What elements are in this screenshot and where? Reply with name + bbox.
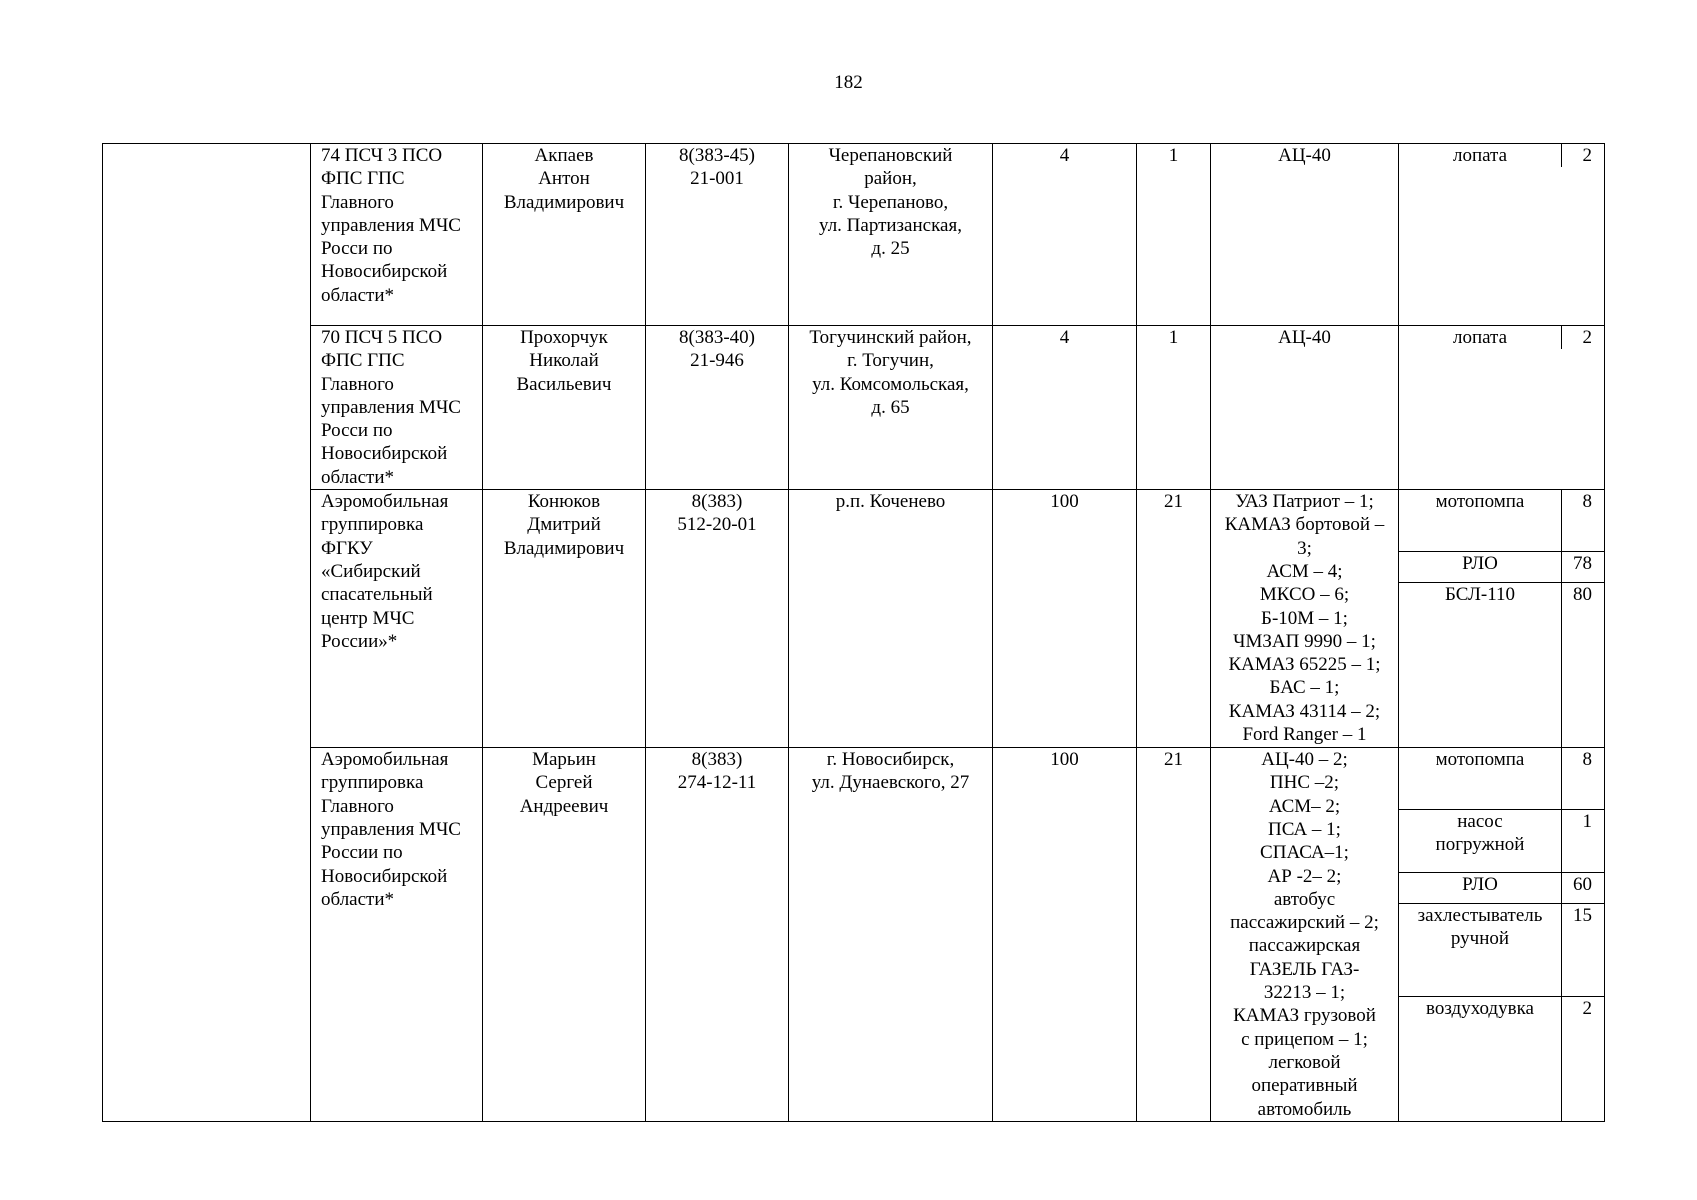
equipment-list	[1399, 748, 1604, 1121]
units-count-cell	[1137, 326, 1211, 490]
address-cell-text: г. Новосибирск, ул. Дунаевского, 27	[811, 749, 970, 794]
phone-cell-text: 8(383) 512-20-01	[677, 491, 757, 536]
units-count-cell	[1137, 144, 1211, 326]
equipment-cell	[1399, 748, 1605, 1122]
equipment-name: насос погружной	[1399, 810, 1562, 872]
organization-cell	[311, 490, 483, 748]
address-cell-text: р.п. Коченево	[835, 491, 946, 513]
table-row	[103, 748, 1605, 1122]
vehicles-cell-text: УАЗ Патриот – 1; КАМАЗ бортовой – 3; АСМ – 4; МКСО – 6; Б-10М – 1; ЧМЗАП 9990 – 1; КАМАЗ 65225 – 1; БАС – 1; КАМАЗ 43114 – 2; Ford Ranger – 1	[1224, 491, 1385, 746]
organization-cell-text: Аэромобильная группировка ФГКУ «Сибирский спасательный центр МЧС России»*	[321, 491, 449, 652]
units-count-cell	[1137, 748, 1211, 1122]
equipment-item	[1399, 903, 1604, 996]
equipment-item	[1399, 490, 1604, 551]
vehicles-cell	[1211, 748, 1399, 1122]
personnel-count-cell	[993, 326, 1137, 490]
organization-cell	[311, 144, 483, 326]
equipment-name: мотопомпа	[1399, 490, 1562, 551]
vehicles-cell	[1211, 326, 1399, 490]
page-number: 182	[834, 72, 863, 93]
personnel-count-cell	[993, 748, 1137, 1122]
head-name-cell-text: Прохорчук Николай Васильевич	[516, 327, 612, 395]
units-count-cell-text: 1	[1168, 327, 1179, 348]
organization-cell	[311, 748, 483, 1122]
equipment-item	[1399, 551, 1604, 582]
organization-cell-text: Аэромобильная группировка Главного управления МЧС России по Новосибирской области*	[321, 749, 461, 910]
head-name-cell	[483, 326, 646, 490]
equipment-name: БСЛ-110	[1399, 583, 1562, 747]
address-cell	[789, 748, 993, 1122]
phone-cell	[646, 144, 789, 326]
equipment-quantity: 8	[1582, 749, 1592, 771]
units-count-cell-text: 1	[1168, 145, 1179, 166]
personnel-count-cell-text: 4	[1059, 145, 1070, 166]
address-cell	[789, 490, 993, 748]
equipment-name: воздуходувка	[1399, 997, 1562, 1121]
vehicles-cell	[1211, 144, 1399, 326]
organization-cell-text: 74 ПСЧ 3 ПСО ФПС ГПС Главного управления МЧС Росси по Новосибирской области*	[321, 145, 461, 306]
equipment-cell	[1399, 490, 1605, 748]
units-count-cell-text: 21	[1164, 749, 1183, 771]
equipment-item	[1399, 996, 1604, 1121]
personnel-count-cell-text: 100	[1050, 749, 1079, 771]
equipment-item	[1399, 809, 1604, 872]
address-cell	[789, 144, 993, 326]
equipment-name: захлестыватель ручной	[1399, 904, 1562, 996]
head-name-cell	[483, 144, 646, 326]
address-cell-text: Тогучинский район, г. Тогучин, ул. Комсомольская, д. 65	[809, 327, 972, 418]
head-name-cell	[483, 490, 646, 748]
personnel-count-cell-text: 4	[1059, 327, 1070, 348]
address-cell	[789, 326, 993, 490]
resources-table	[102, 143, 1605, 1122]
table-row	[103, 144, 1605, 326]
address-cell-text: Черепановский район, г. Черепаново, ул. Партизанская, д. 25	[819, 145, 962, 260]
equipment-quantity: 15	[1573, 905, 1592, 927]
phone-cell	[646, 326, 789, 490]
organization-cell-text: 70 ПСЧ 5 ПСО ФПС ГПС Главного управления МЧС Росси по Новосибирской области*	[321, 327, 461, 488]
equipment-quantity: 2	[1582, 145, 1592, 166]
equipment-item	[1399, 326, 1604, 349]
equipment-quantity: 1	[1582, 811, 1592, 833]
phone-cell-text: 8(383-45) 21-001	[679, 145, 755, 190]
equipment-list	[1399, 326, 1604, 489]
equipment-quantity: 8	[1582, 491, 1592, 513]
vehicles-cell-text: АЦ-40 – 2; ПНС –2; АСМ– 2; ПСА – 1; СПАСА–1; АР -2– 2; автобус пассажирский – 2; пассажирская ГАЗЕЛЬ ГАЗ- 32213 – 1; КАМАЗ грузовой с прицепом – 1; легковой оперативный автомобиль	[1230, 749, 1379, 1120]
equipment-item	[1399, 748, 1604, 809]
equipment-quantity: 78	[1573, 553, 1592, 575]
equipment-item	[1399, 144, 1604, 167]
equipment-item	[1399, 582, 1604, 747]
head-name-cell-text: Акпаев Антон Владимирович	[503, 145, 625, 213]
equipment-name: мотопомпа	[1399, 748, 1562, 809]
equipment-quantity: 2	[1582, 327, 1592, 348]
head-name-cell-text: Марьин Сергей Андреевич	[519, 749, 609, 817]
vehicles-cell	[1211, 490, 1399, 748]
equipment-list	[1399, 490, 1604, 747]
equipment-quantity: 80	[1573, 584, 1592, 606]
vehicles-cell-text: АЦ-40	[1278, 327, 1331, 348]
phone-cell-text: 8(383-40) 21-946	[679, 327, 755, 372]
phone-cell	[646, 748, 789, 1122]
equipment-quantity: 60	[1573, 874, 1592, 896]
units-count-cell	[1137, 490, 1211, 748]
equipment-name: лопата	[1399, 144, 1562, 167]
head-name-cell	[483, 748, 646, 1122]
blank-first-column	[103, 144, 311, 1122]
personnel-count-cell	[993, 490, 1137, 748]
equipment-name: РЛО	[1399, 873, 1562, 903]
phone-cell-text: 8(383) 274-12-11	[677, 749, 757, 794]
phone-cell	[646, 490, 789, 748]
equipment-cell	[1399, 144, 1605, 326]
equipment-name: лопата	[1399, 326, 1562, 349]
equipment-list	[1399, 144, 1604, 325]
organization-cell	[311, 326, 483, 490]
equipment-cell	[1399, 326, 1605, 490]
equipment-quantity: 2	[1582, 998, 1592, 1020]
personnel-count-cell	[993, 144, 1137, 326]
equipment-item	[1399, 872, 1604, 903]
head-name-cell-text: Конюков Дмитрий Владимирович	[503, 491, 625, 559]
personnel-count-cell-text: 100	[1050, 491, 1079, 513]
table-row	[103, 326, 1605, 490]
units-count-cell-text: 21	[1164, 491, 1183, 513]
equipment-name: РЛО	[1399, 552, 1562, 582]
table-row	[103, 490, 1605, 748]
vehicles-cell-text: АЦ-40	[1278, 145, 1331, 166]
